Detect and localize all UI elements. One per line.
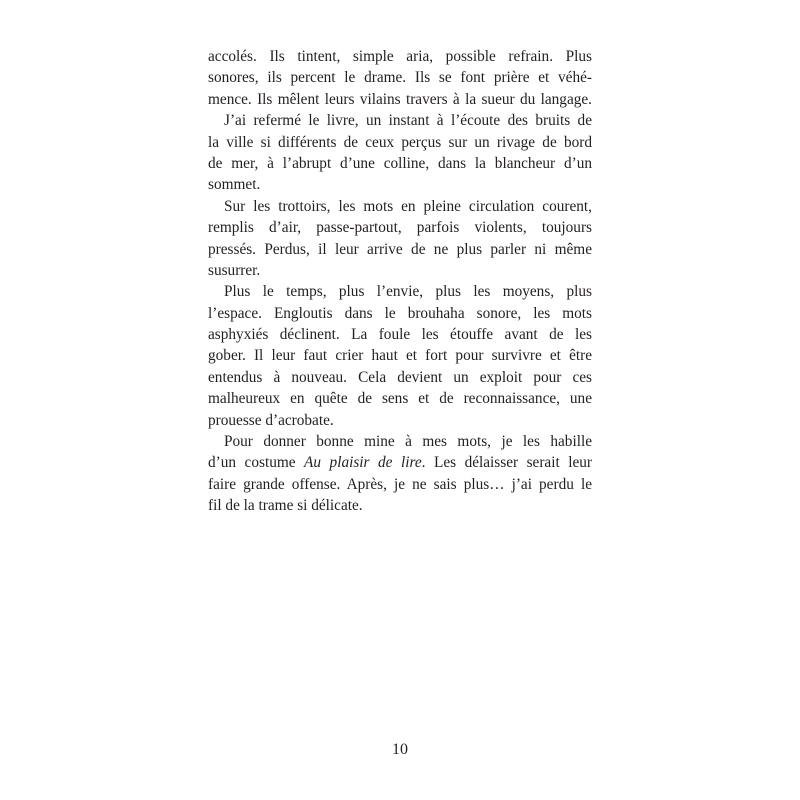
paragraph <box>208 431 592 517</box>
text-line: asphyxiés déclinent. La foule les étouffe avant de les <box>208 326 592 344</box>
text-line: prouesse d’acrobate. <box>208 411 334 429</box>
text-line: fil de la trame si délicate. <box>208 497 363 515</box>
text-line: la ville si différents de ceux perçus sur un rivage de bord <box>208 133 592 151</box>
text-line: remplis d’air, passe-partout, parfois violents, toujours <box>208 219 592 237</box>
text-line: sonores, ils percent le drame. Ils se font prière et véhé- <box>208 69 592 87</box>
text-line: entendus à nouveau. Cela devient un exploit pour ces <box>208 368 592 386</box>
text-line: de mer, à l’abrupt d’une colline, dans la blancheur d’un <box>208 154 592 172</box>
paragraph <box>208 281 592 431</box>
book-title-italic: Au plaisir de lire <box>304 454 422 472</box>
paragraph <box>208 46 592 110</box>
text-line: l’espace. Engloutis dans le brouhaha sonore, les mots <box>208 304 592 322</box>
text-segment: d’un costume <box>208 454 305 472</box>
text-segment: . Les délaisser serait leur <box>421 454 592 472</box>
paragraph <box>208 110 592 196</box>
text-line: J’ai refermé le livre, un instant à l’écoute des bruits de <box>224 112 592 130</box>
text-line: Plus le temps, plus l’envie, plus les moyens, plus <box>224 283 592 301</box>
text-line: mence. Ils mêlent leurs vilains travers à la sueur du langage. <box>208 90 592 108</box>
text-line: pressés. Perdus, il leur arrive de ne plus parler ni même <box>208 240 592 258</box>
text-line: malheureux en quête de sens et de reconnaissance, une <box>208 390 592 408</box>
text-line: faire grande offense. Après, je ne sais plus… j’ai perdu le <box>208 475 592 493</box>
body-text <box>208 46 592 517</box>
paragraph <box>208 196 592 282</box>
text-line: gober. Il leur faut crier haut et fort pour survivre et être <box>208 347 592 365</box>
page-number: 10 <box>392 741 408 758</box>
text-line: accolés. Ils tintent, simple aria, possible refrain. Plus <box>208 48 592 65</box>
text-line: Sur les trottoirs, les mots en pleine circulation courent, <box>224 197 592 215</box>
text-line: Pour donner bonne mine à mes mots, je les habille <box>224 433 592 451</box>
text-line: sommet. <box>208 176 261 194</box>
text-line: susurrer. <box>208 261 261 279</box>
text-line <box>208 452 592 473</box>
